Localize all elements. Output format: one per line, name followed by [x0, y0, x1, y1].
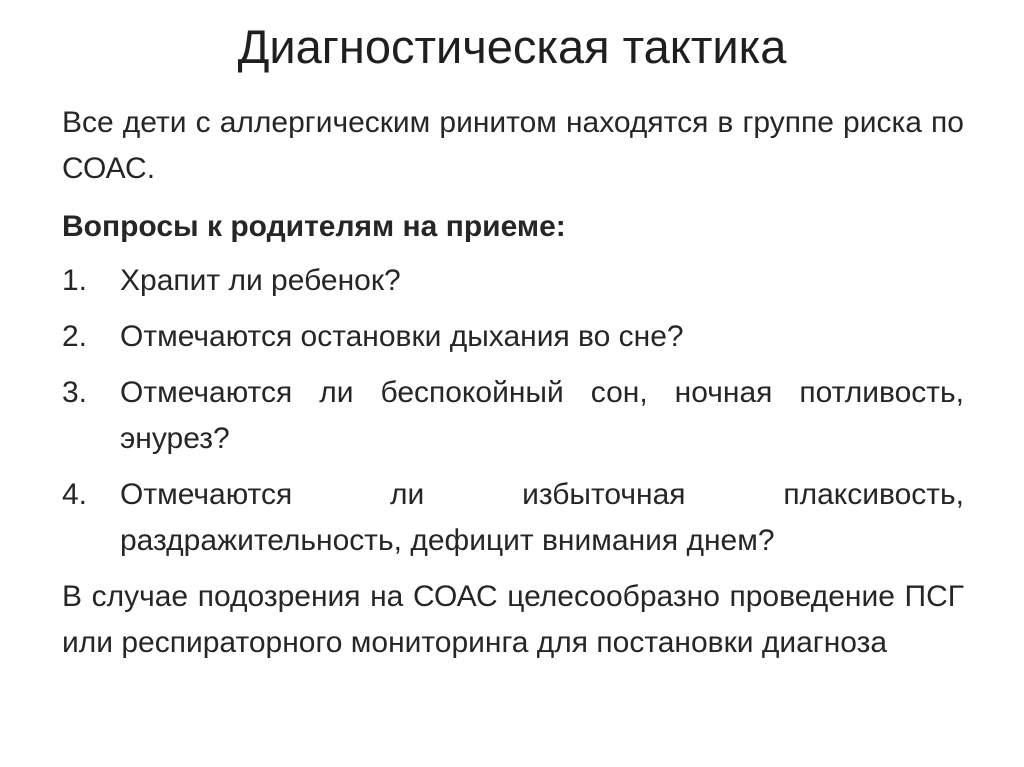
- slide-title: Диагностическая тактика: [237, 20, 787, 73]
- question-number: 3.: [62, 376, 88, 409]
- question-item: [62, 314, 964, 360]
- question-item: [62, 258, 964, 304]
- question-text: Храпит ли ребенок?: [120, 264, 401, 297]
- question-text: Отмечаются ли избыточная плаксивость, раздражительность, дефицит внимания днем?: [120, 478, 964, 557]
- question-text: Отмечаются остановки дыхания во сне?: [120, 320, 684, 353]
- slide-body: [62, 100, 964, 678]
- question-item: [62, 370, 964, 462]
- questions-heading: Вопросы к родителям на приеме:: [62, 210, 566, 243]
- conclusion-paragraph: В случае подозрения на СОАС целесообразно проведение ПСГ или респираторного мониторинга для постановки диагноза: [62, 580, 964, 659]
- question-number: 2.: [62, 320, 88, 353]
- intro-paragraph: Все дети с аллергическим ринитом находятся в группе риска по СОАС.: [62, 106, 964, 185]
- question-number: 4.: [62, 478, 88, 511]
- questions-list: [62, 258, 964, 564]
- question-number: 1.: [62, 264, 88, 297]
- question-item: [62, 472, 964, 564]
- question-text: Отмечаются ли беспокойный сон, ночная потливость, энурез?: [120, 376, 964, 455]
